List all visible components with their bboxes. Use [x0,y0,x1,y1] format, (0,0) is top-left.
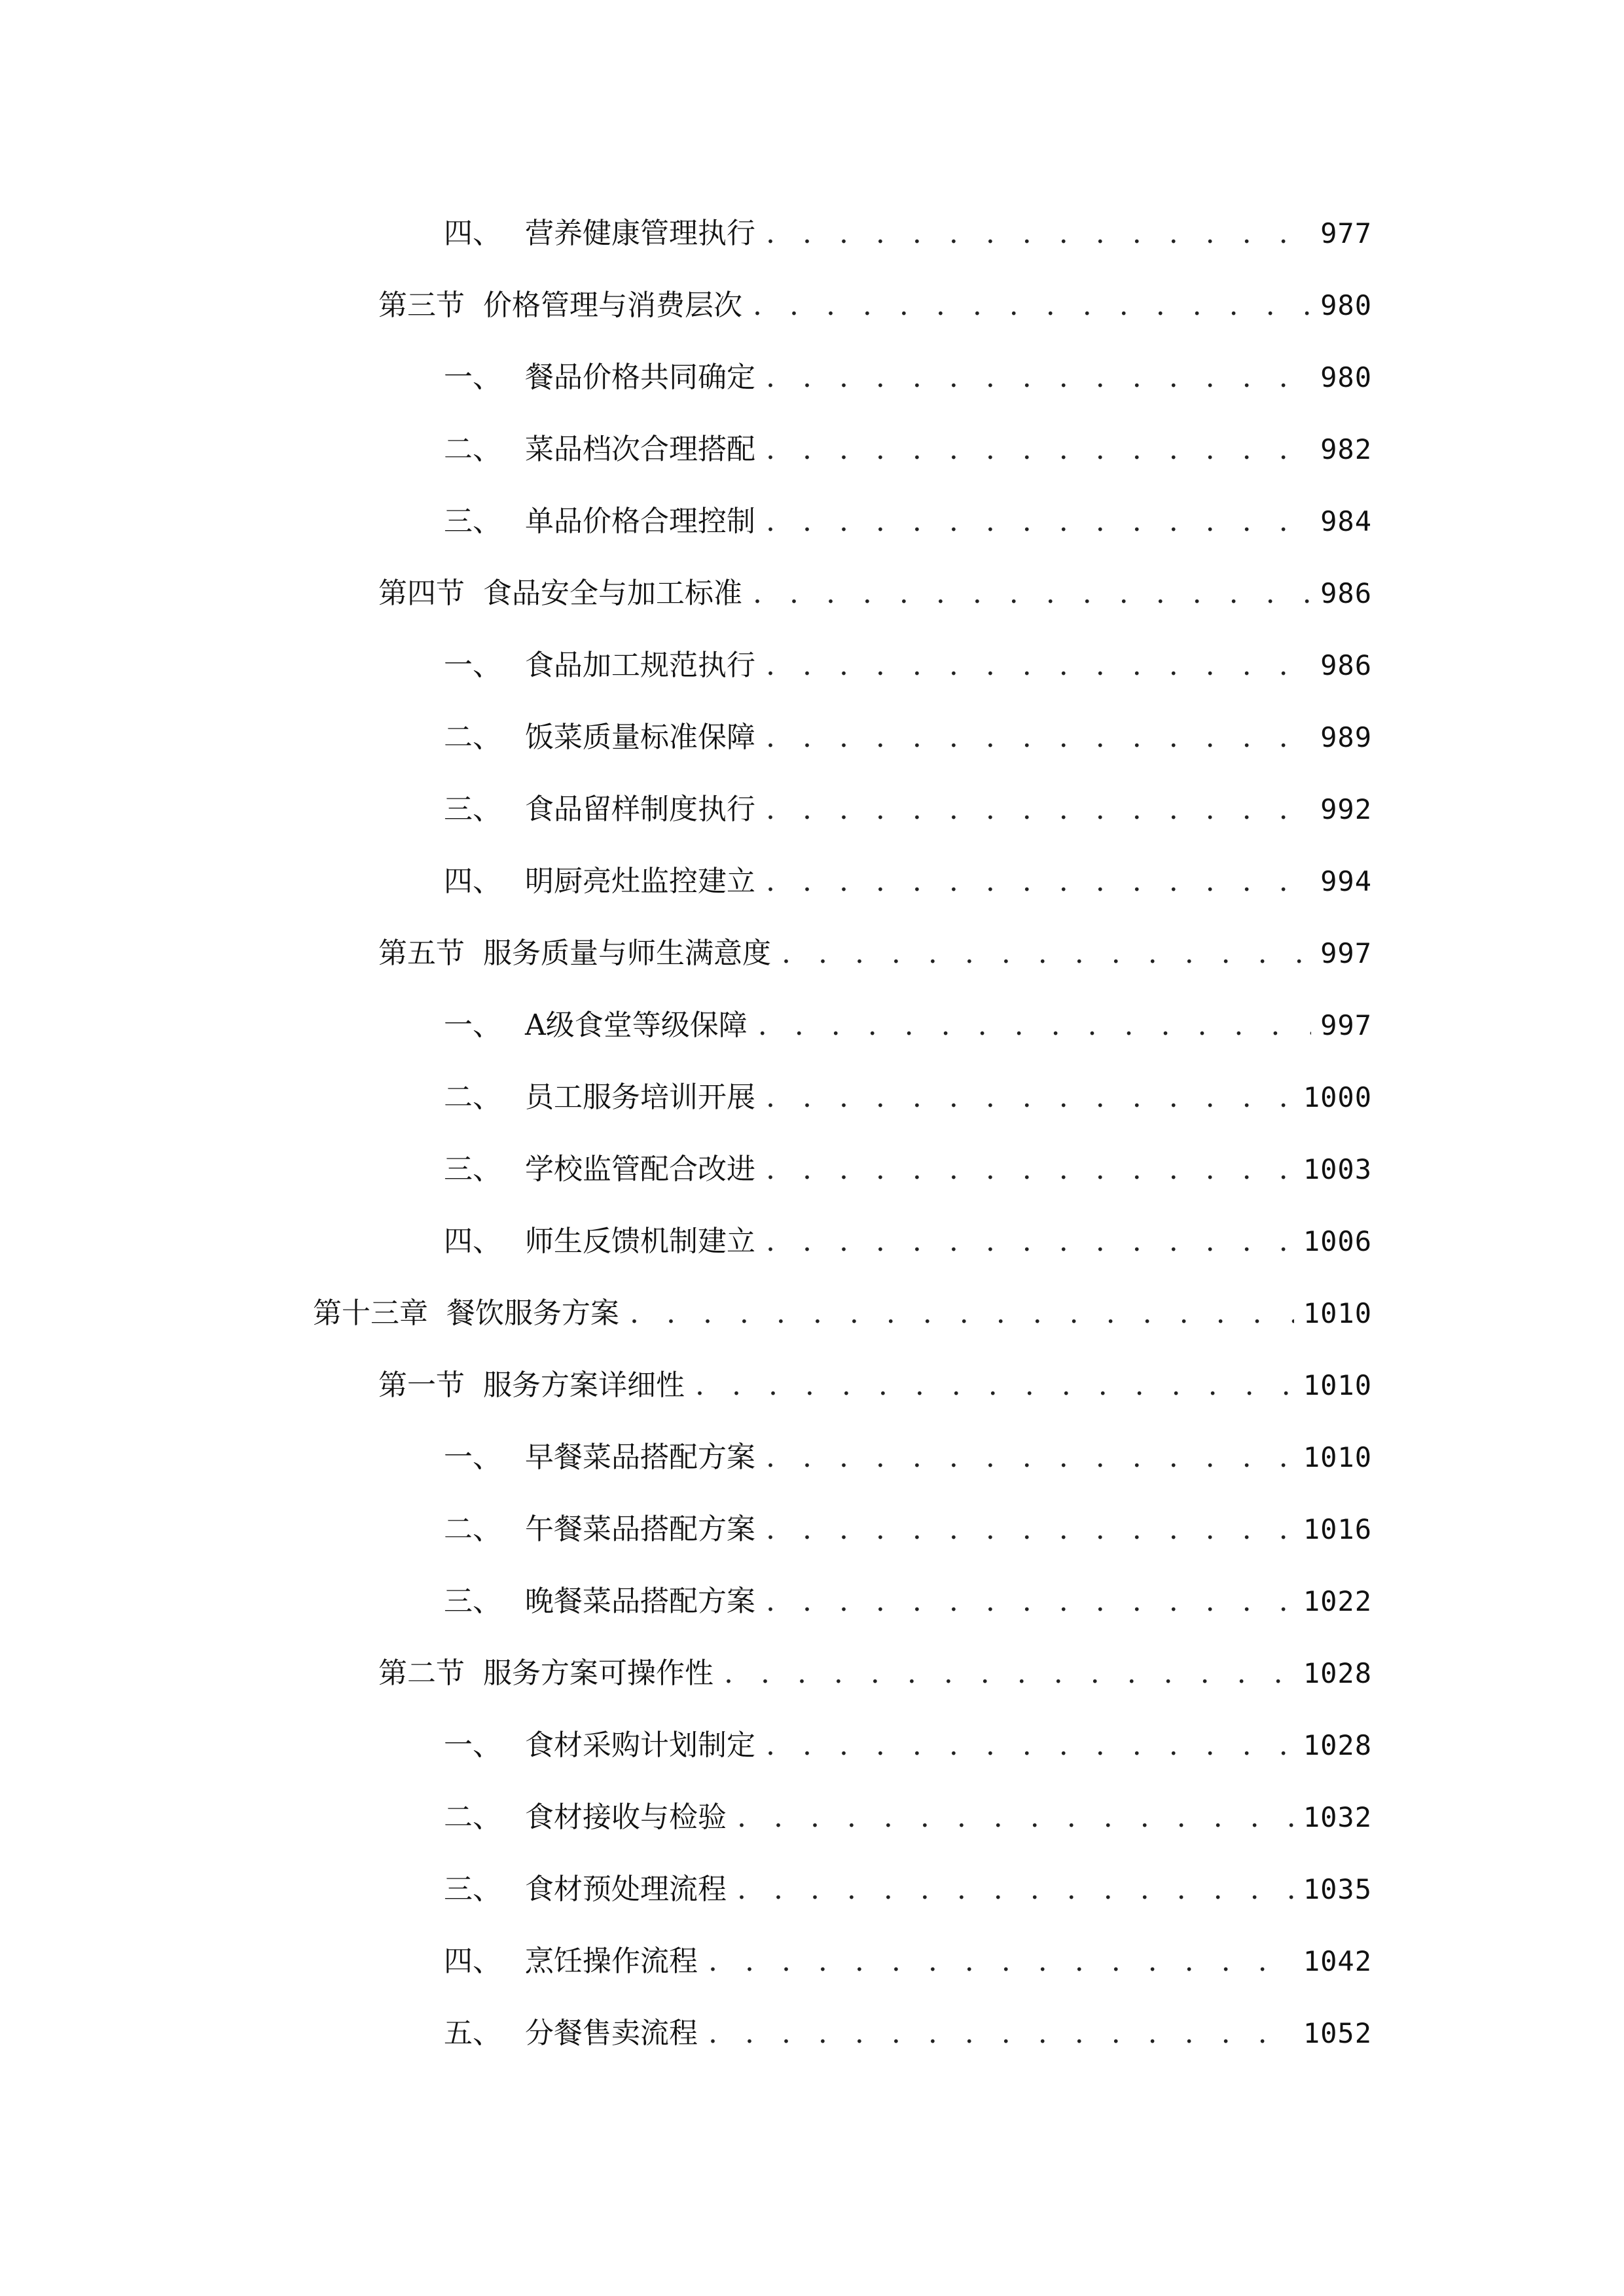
toc-entry [444,1209,1372,1261]
toc-entry [444,1497,1372,1549]
toc-entry [444,1569,1372,1621]
toc-entry [444,633,1372,685]
dot-leader [766,358,1311,397]
entry-title: 营养健康管理执行 [525,217,755,250]
dot-leader [737,1870,1294,1909]
entry-number: 一、 [444,361,501,394]
entry-number: 四、 [444,865,501,898]
entry-number: 一、 [444,649,501,682]
entry-title: 食品加工规范执行 [525,649,755,682]
entry-number: 一、 [444,1729,501,1762]
page-number: 1016 [1303,1513,1372,1545]
entry-title: 早餐菜品搭配方案 [525,1441,755,1474]
entry-number: 二、 [444,1801,501,1834]
page-number: 980 [1320,361,1372,393]
entry-title: 价格管理与消费层次 [483,289,742,322]
entry-title: 食材预处理流程 [525,1873,727,1906]
dot-leader [766,1078,1294,1117]
dot-leader [708,2014,1294,2053]
dot-leader [708,1942,1294,1981]
entry-number: 第五节 [378,937,465,970]
entry-title: 明厨亮灶监控建立 [525,865,755,898]
dot-leader [758,1006,1311,1045]
entry-number: 第二节 [378,1657,465,1690]
page-number: 1010 [1303,1297,1372,1329]
entry-number: 五、 [444,2017,501,2050]
toc-entry [378,273,1372,325]
dot-leader [766,1150,1294,1189]
toc-entry [444,417,1372,469]
entry-title: 晚餐菜品搭配方案 [525,1585,755,1618]
dot-leader [695,1366,1294,1405]
entry-number: 二、 [444,1081,501,1114]
entry-number: 二、 [444,721,501,754]
toc-entry [378,921,1372,973]
dot-leader [766,718,1311,757]
toc-entry [444,2001,1372,2053]
dot-leader [766,1438,1294,1477]
dot-leader [630,1294,1294,1333]
entry-title: A级食堂等级保障 [525,1009,748,1042]
entry-number: 二、 [444,433,501,466]
entry-number: 四、 [444,217,501,250]
entry-title: 服务方案详细性 [483,1369,685,1402]
entry-number: 第十三章 [313,1297,428,1330]
entry-title: 饭菜质量标准保障 [525,721,755,754]
dot-leader [766,790,1311,829]
entry-number: 三、 [444,1585,501,1618]
page-number: 1028 [1303,1729,1372,1761]
dot-leader [766,214,1311,253]
page-number: 980 [1320,289,1372,321]
page-number: 984 [1320,505,1372,537]
toc-entry [444,993,1372,1045]
dot-leader [766,1510,1294,1549]
entry-title: 食材接收与检验 [525,1801,727,1834]
entry-number: 四、 [444,1945,501,1978]
dot-leader [753,574,1311,613]
toc-entry [444,489,1372,541]
toc-entry [444,849,1372,901]
entry-number: 三、 [444,505,501,538]
page-number: 1022 [1303,1585,1372,1617]
entry-title: 单品价格合理控制 [525,505,755,538]
page-number: 1003 [1303,1153,1372,1185]
page-number: 1028 [1303,1657,1372,1689]
toc-entry [444,201,1372,253]
toc-entry [378,1353,1372,1405]
page-number: 986 [1320,649,1372,681]
page-number: 992 [1320,793,1372,825]
page-number: 1010 [1303,1369,1372,1401]
toc-entry [378,561,1372,613]
entry-number: 一、 [444,1441,501,1474]
entry-number: 第一节 [378,1369,465,1402]
dot-leader [737,1798,1294,1837]
toc-entry [444,1713,1372,1765]
entry-title: 食品留样制度执行 [525,793,755,826]
page-number: 982 [1320,433,1372,465]
toc-entry [444,1929,1372,1981]
dot-leader [766,1222,1294,1261]
entry-number: 一、 [444,1009,501,1042]
entry-title: 餐饮服务方案 [446,1297,619,1330]
toc-entry [378,1641,1372,1693]
entry-title: 菜品档次合理搭配 [525,433,755,466]
dot-leader [782,934,1311,973]
dot-leader [753,286,1311,325]
entry-title: 食品安全与加工标准 [483,577,742,610]
entry-number: 三、 [444,1153,501,1186]
toc-entry [444,1137,1372,1189]
toc-entry [444,1857,1372,1909]
entry-title: 午餐菜品搭配方案 [525,1513,755,1546]
page-number: 994 [1320,865,1372,897]
toc-entry [444,1065,1372,1117]
page-number: 1052 [1303,2017,1372,2049]
entry-number: 第三节 [378,289,465,322]
entry-number: 第四节 [378,577,465,610]
page-number: 997 [1320,1009,1372,1041]
entry-title: 服务质量与师生满意度 [483,937,771,970]
dot-leader [724,1654,1294,1693]
dot-leader [766,430,1311,469]
page-number: 977 [1320,217,1372,249]
entry-number: 四、 [444,1225,501,1258]
page-number: 1042 [1303,1945,1372,1977]
dot-leader [766,1582,1294,1621]
page-number: 1006 [1303,1225,1372,1257]
entry-title: 服务方案可操作性 [483,1657,713,1690]
toc-entry [444,345,1372,397]
toc-entry [444,1425,1372,1477]
page-number: 1032 [1303,1801,1372,1833]
page-number: 997 [1320,937,1372,969]
entry-title: 烹饪操作流程 [525,1945,698,1978]
toc-entry [444,1785,1372,1837]
entry-number: 三、 [444,793,501,826]
entry-title: 餐品价格共同确定 [525,361,755,394]
page-number: 989 [1320,721,1372,753]
toc-entry [444,705,1372,757]
page-number: 1010 [1303,1441,1372,1473]
dot-leader [766,502,1311,541]
entry-title: 食材采购计划制定 [525,1729,755,1762]
entry-title: 分餐售卖流程 [525,2017,698,2050]
entry-title: 师生反馈机制建立 [525,1225,755,1258]
toc-entry [313,1281,1372,1333]
toc-entry [444,777,1372,829]
page-number: 1000 [1303,1081,1372,1113]
dot-leader [766,862,1311,901]
dot-leader [766,1726,1294,1765]
dot-leader [766,646,1311,685]
entry-number: 三、 [444,1873,501,1906]
entry-title: 学校监管配合改进 [525,1153,755,1186]
entry-number: 二、 [444,1513,501,1546]
page-number: 986 [1320,577,1372,609]
entry-title: 员工服务培训开展 [525,1081,755,1114]
page-number: 1035 [1303,1873,1372,1905]
